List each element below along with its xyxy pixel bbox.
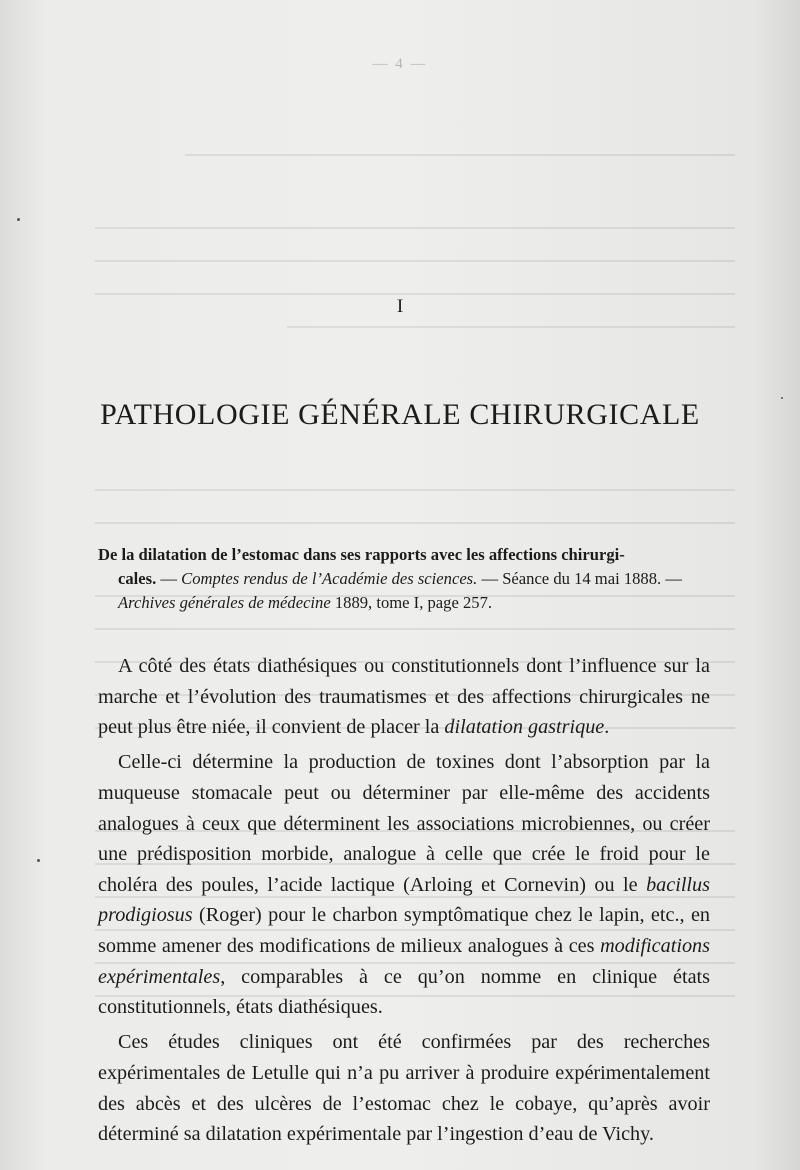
reference-title-end: cales. <box>118 569 157 588</box>
body-text <box>98 651 710 1150</box>
paragraph-emphasis: dilatation gastrique <box>444 716 605 739</box>
paragraph-text: Celle-ci détermine la production de toxines dont l’absorption par la muqueuse stomacale peut ou déterminer par elle-même des accidents analogues à ceux que déterminent les associations microbiennes, ou créer une prédisposition morbide, analogue à celle que crée le froid pour le choléra des poules, l’acide lactique (Arloing et Cornevin) ou le <box>98 751 710 896</box>
paper-speck <box>17 218 20 221</box>
reference-separator: — <box>661 569 682 588</box>
paper-speck <box>781 397 783 399</box>
bibliographic-reference <box>98 543 710 615</box>
paragraph <box>98 1027 710 1149</box>
page-folio: — 4 — <box>372 56 428 72</box>
reference-details: 1889, tome I, page 257. <box>330 593 493 612</box>
section-title: PATHOLOGIE GÉNÉRALE CHIRURGICALE <box>100 398 700 431</box>
paragraph <box>98 747 710 1022</box>
paragraph-text: , comparables à ce qu’on nomme en clinique états constitutionnels, états diathésiques. <box>98 965 710 1019</box>
reference-session: Séance du 14 mai 1888. <box>502 569 662 588</box>
paragraph-text: (Roger) pour le charbon symptômatique chez le lapin, etc., en somme amener des modifications de milieux analogues à ces <box>98 904 710 957</box>
reference-source-archives: Archives générales de médecine <box>118 593 331 612</box>
section-number: I <box>396 296 404 317</box>
paragraph <box>98 651 710 743</box>
paragraph-text: . <box>604 716 610 739</box>
reference-title: De la dilatation de l’estomac dans ses rapports avec les affections chirurgi- <box>98 545 625 564</box>
paragraph-text: Ces études cliniques ont été confirmées par des recherches expérimentales de Letulle qui n’a pu arriver à produire expérimentalement des abcès et des ulcères de l’estomac chez le cobaye, qu’après avoir déterminé sa dilatation expérimentale par l’ingestion d’eau de Vichy. <box>98 1031 710 1146</box>
paragraph-text: A côté des états diathésiques ou constitutionnels dont l’influence sur la marche et l’évolution des traumatismes et des affections chirurgicales ne peut plus être niée, il convient de placer la <box>98 655 710 739</box>
paragraph-emphasis: bacillus prodigiosus <box>98 873 710 927</box>
paragraph-emphasis: modifications expérimentales <box>98 934 710 988</box>
reference-separator: — <box>156 569 182 588</box>
reference-separator: — <box>477 569 503 588</box>
reference-source-academie: Comptes rendus de l’Académie des sciences. <box>181 569 478 588</box>
paper-speck <box>37 859 40 862</box>
